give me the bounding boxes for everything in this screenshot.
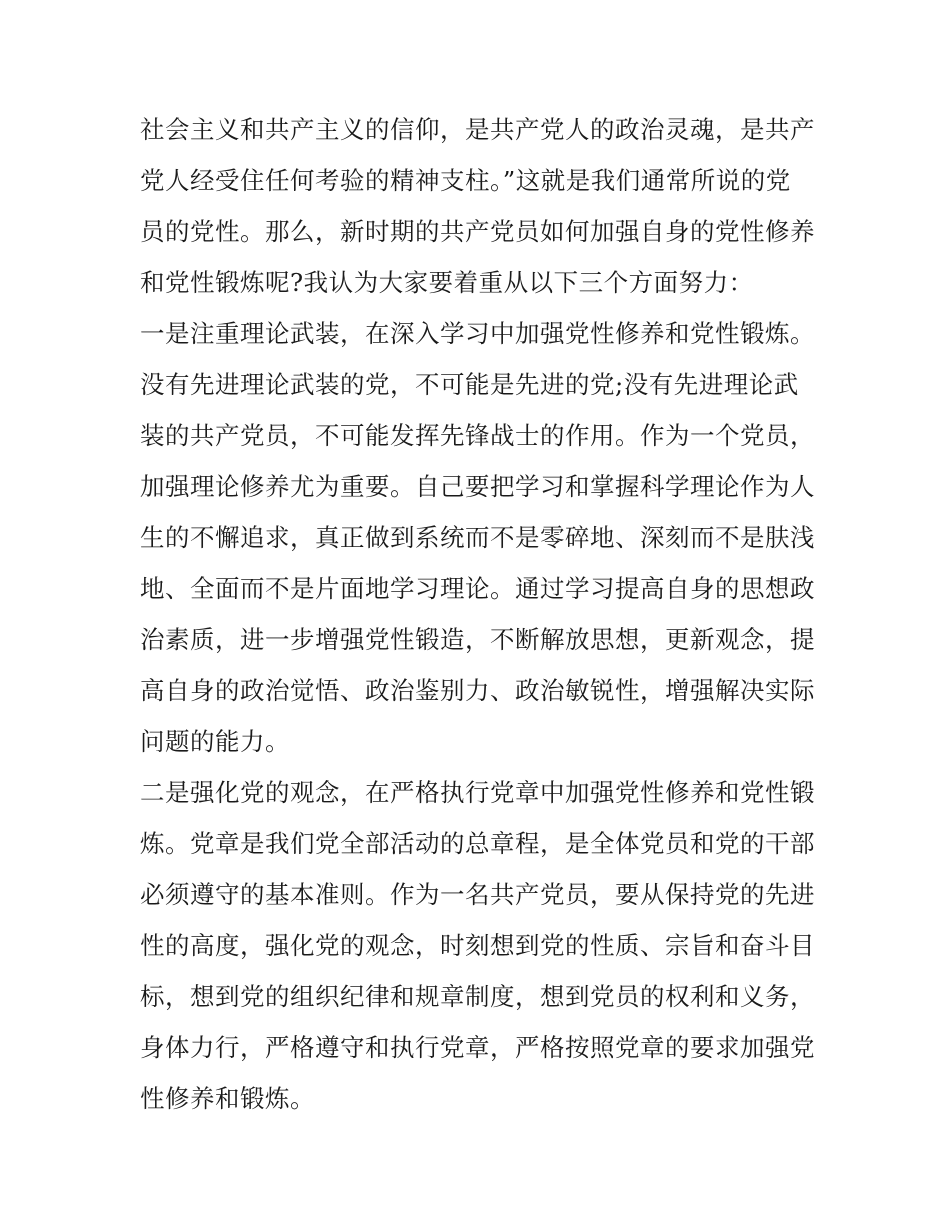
text-line: 加强理论修养尤为重要。自己要把学习和掌握科学理论作为人 xyxy=(140,472,815,501)
text-line: 没有先进理论武装的党，不可能是先进的党;没有先进理论武 xyxy=(140,370,799,399)
text-line: 必须遵守的基本准则。作为一名共产党员，要从保持党的先进 xyxy=(140,880,815,909)
text-line: 性修养和锻炼。 xyxy=(140,1084,315,1113)
text-line: 二是强化党的观念，在严格执行党章中加强党性修养和党性锻 xyxy=(140,778,815,807)
text-line: 员的党性。那么，新时期的共产党员如何加强自身的党性修养 xyxy=(140,217,815,246)
text-line: 炼。党章是我们党全部活动的总章程，是全体党员和党的干部 xyxy=(140,829,815,858)
text-line: 装的共产党员，不可能发挥先锋战士的作用。作为一个党员， xyxy=(140,421,815,450)
text-line: 地、全面而不是片面地学习理论。通过学习提高自身的思想政 xyxy=(140,574,815,603)
text-line: 和党性锻炼呢?我认为大家要着重从以下三个方面努力： xyxy=(140,268,754,297)
text-line: 标，想到党的组织纪律和规章制度，想到党员的权利和义务， xyxy=(140,982,815,1011)
text-line: 社会主义和共产主义的信仰，是共产党人的政治灵魂，是共产 xyxy=(140,115,815,144)
text-line: 问题的能力。 xyxy=(140,727,290,756)
text-line: 身体力行，严格遵守和执行党章，严格按照党章的要求加强党 xyxy=(140,1033,815,1062)
text-line: 治素质，进一步增强党性锻造，不断解放思想，更新观念，提 xyxy=(140,625,815,654)
text-line: 生的不懈追求，真正做到系统而不是零碎地、深刻而不是肤浅 xyxy=(140,523,815,552)
document-body xyxy=(140,104,820,1124)
text-line: 性的高度，强化党的观念，时刻想到党的性质、宗旨和奋斗目 xyxy=(140,931,815,960)
text-line: 一是注重理论武装，在深入学习中加强党性修养和党性锻炼。 xyxy=(140,319,815,348)
text-line: 党人经受住任何考验的精神支柱。”这就是我们通常所说的党 xyxy=(140,166,791,195)
text-line: 高自身的政治觉悟、政治鉴别力、政治敏锐性，增强解决实际 xyxy=(140,676,815,705)
